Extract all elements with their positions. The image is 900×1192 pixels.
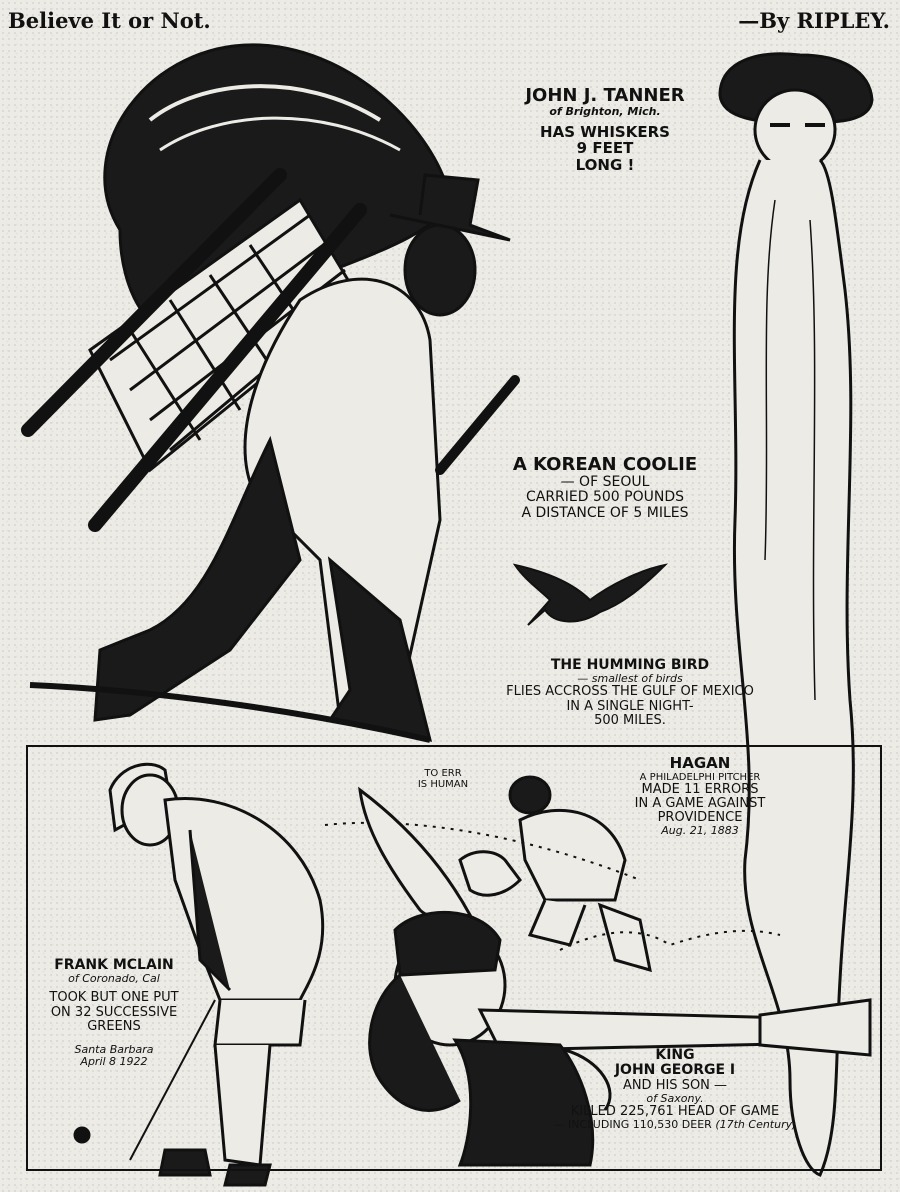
hagan-line2: IN A GAME AGAINST bbox=[634, 795, 766, 811]
coolie-place: — OF SEOUL bbox=[560, 473, 650, 490]
mclain-caption bbox=[34, 958, 194, 1069]
tanner-line2: 9 FEET bbox=[576, 139, 634, 158]
king-name: JOHN GEORGE I bbox=[614, 1062, 736, 1079]
hagan-caption bbox=[600, 755, 800, 837]
mclain-line1: TOOK BUT ONE PUT bbox=[49, 990, 179, 1006]
king-line3 bbox=[520, 1119, 830, 1131]
mclain-location: Santa Barbara bbox=[74, 1043, 154, 1057]
tanner-line3: LONG ! bbox=[575, 155, 635, 174]
hummingbird-caption bbox=[480, 658, 780, 728]
mclain-line2: ON 32 SUCCESSIVE bbox=[50, 1004, 178, 1020]
mclain-name: FRANK MCLAIN bbox=[54, 957, 174, 973]
coolie-title: A KOREAN COOLIE bbox=[512, 454, 698, 475]
hummingbird-illustration bbox=[515, 565, 665, 625]
hagan-name: HAGAN bbox=[669, 754, 731, 772]
korean-coolie-illustration bbox=[28, 45, 515, 740]
king-place: of Saxony. bbox=[646, 1092, 704, 1106]
hagan-line1: MADE 11 ERRORS bbox=[641, 781, 759, 797]
hummingbird-line2: IN A SINGLE NIGHT- bbox=[566, 698, 694, 714]
hummingbird-sub: — smallest of birds bbox=[577, 672, 683, 686]
tanner-line1: HAS WHISKERS bbox=[540, 122, 670, 141]
feature-title: Believe It or Not. bbox=[8, 8, 211, 33]
king-line1: AND HIS SON — bbox=[622, 1077, 728, 1093]
coolie-caption bbox=[480, 455, 730, 521]
mclain-line3: GREENS bbox=[87, 1019, 141, 1035]
mclain-place: of Coronado, Cal bbox=[68, 972, 160, 986]
mclain-date: April 8 1922 bbox=[80, 1055, 148, 1069]
hagan-quote-line1: TO ERR bbox=[424, 768, 462, 779]
byline: —By RIPLEY. bbox=[738, 8, 890, 33]
hummingbird-line1: FLIES ACCROSS THE GULF OF MEXICO bbox=[506, 684, 754, 700]
king-title: KING bbox=[655, 1047, 695, 1063]
king-caption bbox=[520, 1048, 830, 1132]
king-line2: KILLED 225,761 HEAD OF GAME bbox=[570, 1104, 780, 1120]
coolie-line1: CARRIED 500 POUNDS bbox=[525, 489, 685, 506]
hummingbird-title: THE HUMMING BIRD bbox=[550, 657, 710, 673]
hagan-date: Aug. 21, 1883 bbox=[661, 824, 739, 838]
hagan-desc: A PHILADELPHI PITCHER bbox=[639, 771, 761, 783]
king-line3-text: — INCLUDING 110,530 DEER bbox=[553, 1118, 712, 1132]
coolie-line2: A DISTANCE OF 5 MILES bbox=[521, 504, 689, 521]
hagan-quote bbox=[408, 768, 478, 790]
tanner-name: JOHN J. TANNER bbox=[525, 85, 685, 106]
tanner-caption bbox=[505, 86, 705, 173]
hagan-quote-line2: IS HUMAN bbox=[417, 779, 469, 790]
tanner-place: of Brighton, Mich. bbox=[549, 104, 661, 118]
king-century: (17th Century) bbox=[715, 1118, 797, 1132]
hummingbird-line3: 500 MILES. bbox=[594, 713, 666, 729]
hagan-line3: PROVIDENCE bbox=[657, 810, 743, 826]
